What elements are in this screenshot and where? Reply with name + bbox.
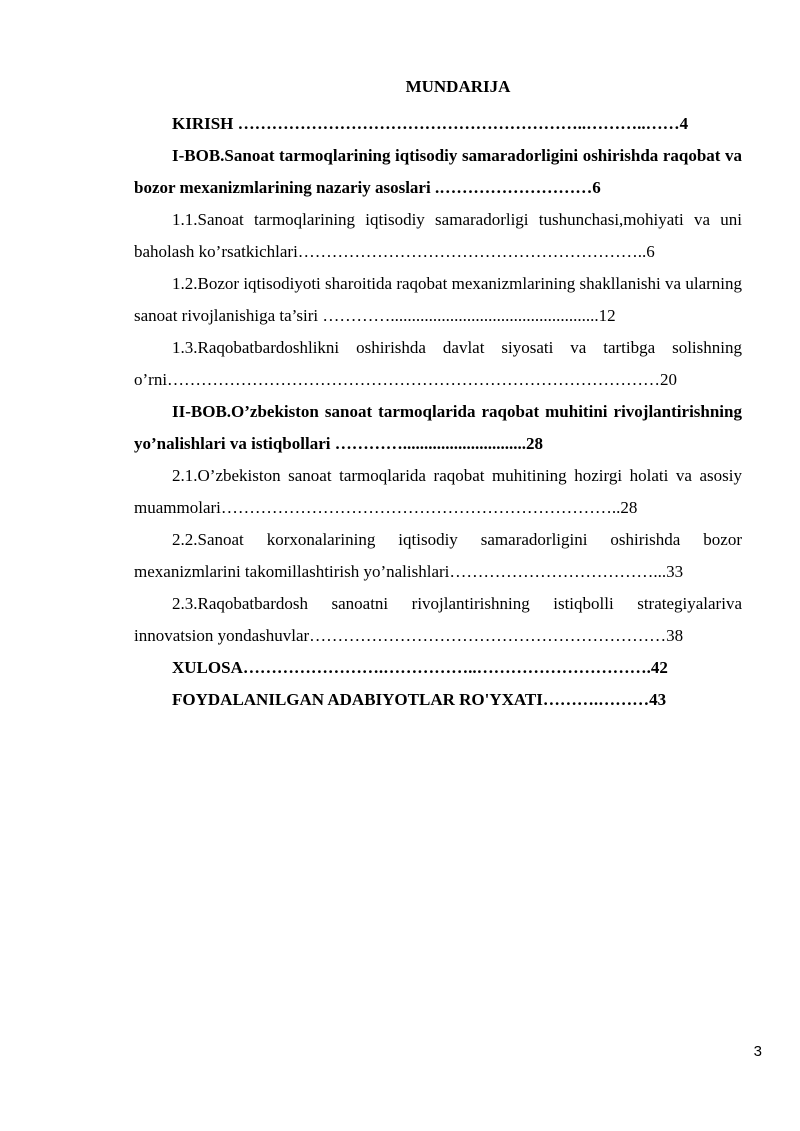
toc-entry-xulosa: XULOSA…………………….……………..………………………….42 [172, 658, 668, 677]
toc-entry-chapter-1: I-BOB.Sanoat tarmoqlarining iqtisodiy samaradorligini oshirishda raqobat va bozor mexanizmlarining nazariy asoslari .………………………6 [134, 146, 742, 197]
toc-entry-chapter-2: II-BOB.O’zbekiston sanoat tarmoqlarida raqobat muhitini rivojlantirishning yo’nalishlari va istiqbollari ………….............................28 [134, 402, 742, 453]
toc-entry-section-1-2: 1.2.Bozor iqtisodiyoti sharoitida raqobat mexanizmlarining shakllanishi va ularning sanoat rivojlanishiga ta’siri ………….................................................12 [134, 274, 742, 325]
toc-entry-kirish: KIRISH ……………………………………………………..………..……4 [172, 114, 689, 133]
page-title: MUNDARIJA [405, 77, 511, 96]
toc-entry-section-1-3: 1.3.Raqobatbardoshlikni oshirishda davlat siyosati va tartibga solishning o’rni……………………………………………………………………………20 [134, 338, 742, 389]
toc-entry-section-2-2: 2.2.Sanoat korxonalarining iqtisodiy samaradorligini oshirishda bozor mexanizmlarini takomillashtirish yo’nalishlari………………………………...33 [134, 530, 742, 581]
toc-entry-section-2-3: 2.3.Raqobatbardosh sanoatni rivojlantirishning istiqbolli strategiyalariva innovatsion yondashuvlar………………………………………………………38 [134, 594, 742, 645]
toc-entry-section-1-1: 1.1.Sanoat tarmoqlarining iqtisodiy samaradorligi tushunchasi,mohiyati va uni baholash ko’rsatkichlari……………………………………………………..6 [134, 210, 742, 261]
page-number: 3 [753, 1043, 762, 1060]
table-of-contents [134, 108, 742, 716]
toc-entry-bibliography: FOYDALANILGAN ADABIYOTLAR RO'YXATI……….………43 [172, 690, 667, 709]
toc-entry-section-2-1: 2.1.O’zbekiston sanoat tarmoqlarida raqobat muhitining hozirgi holati va asosiy muammolari……………………………………………………………..28 [134, 466, 742, 517]
